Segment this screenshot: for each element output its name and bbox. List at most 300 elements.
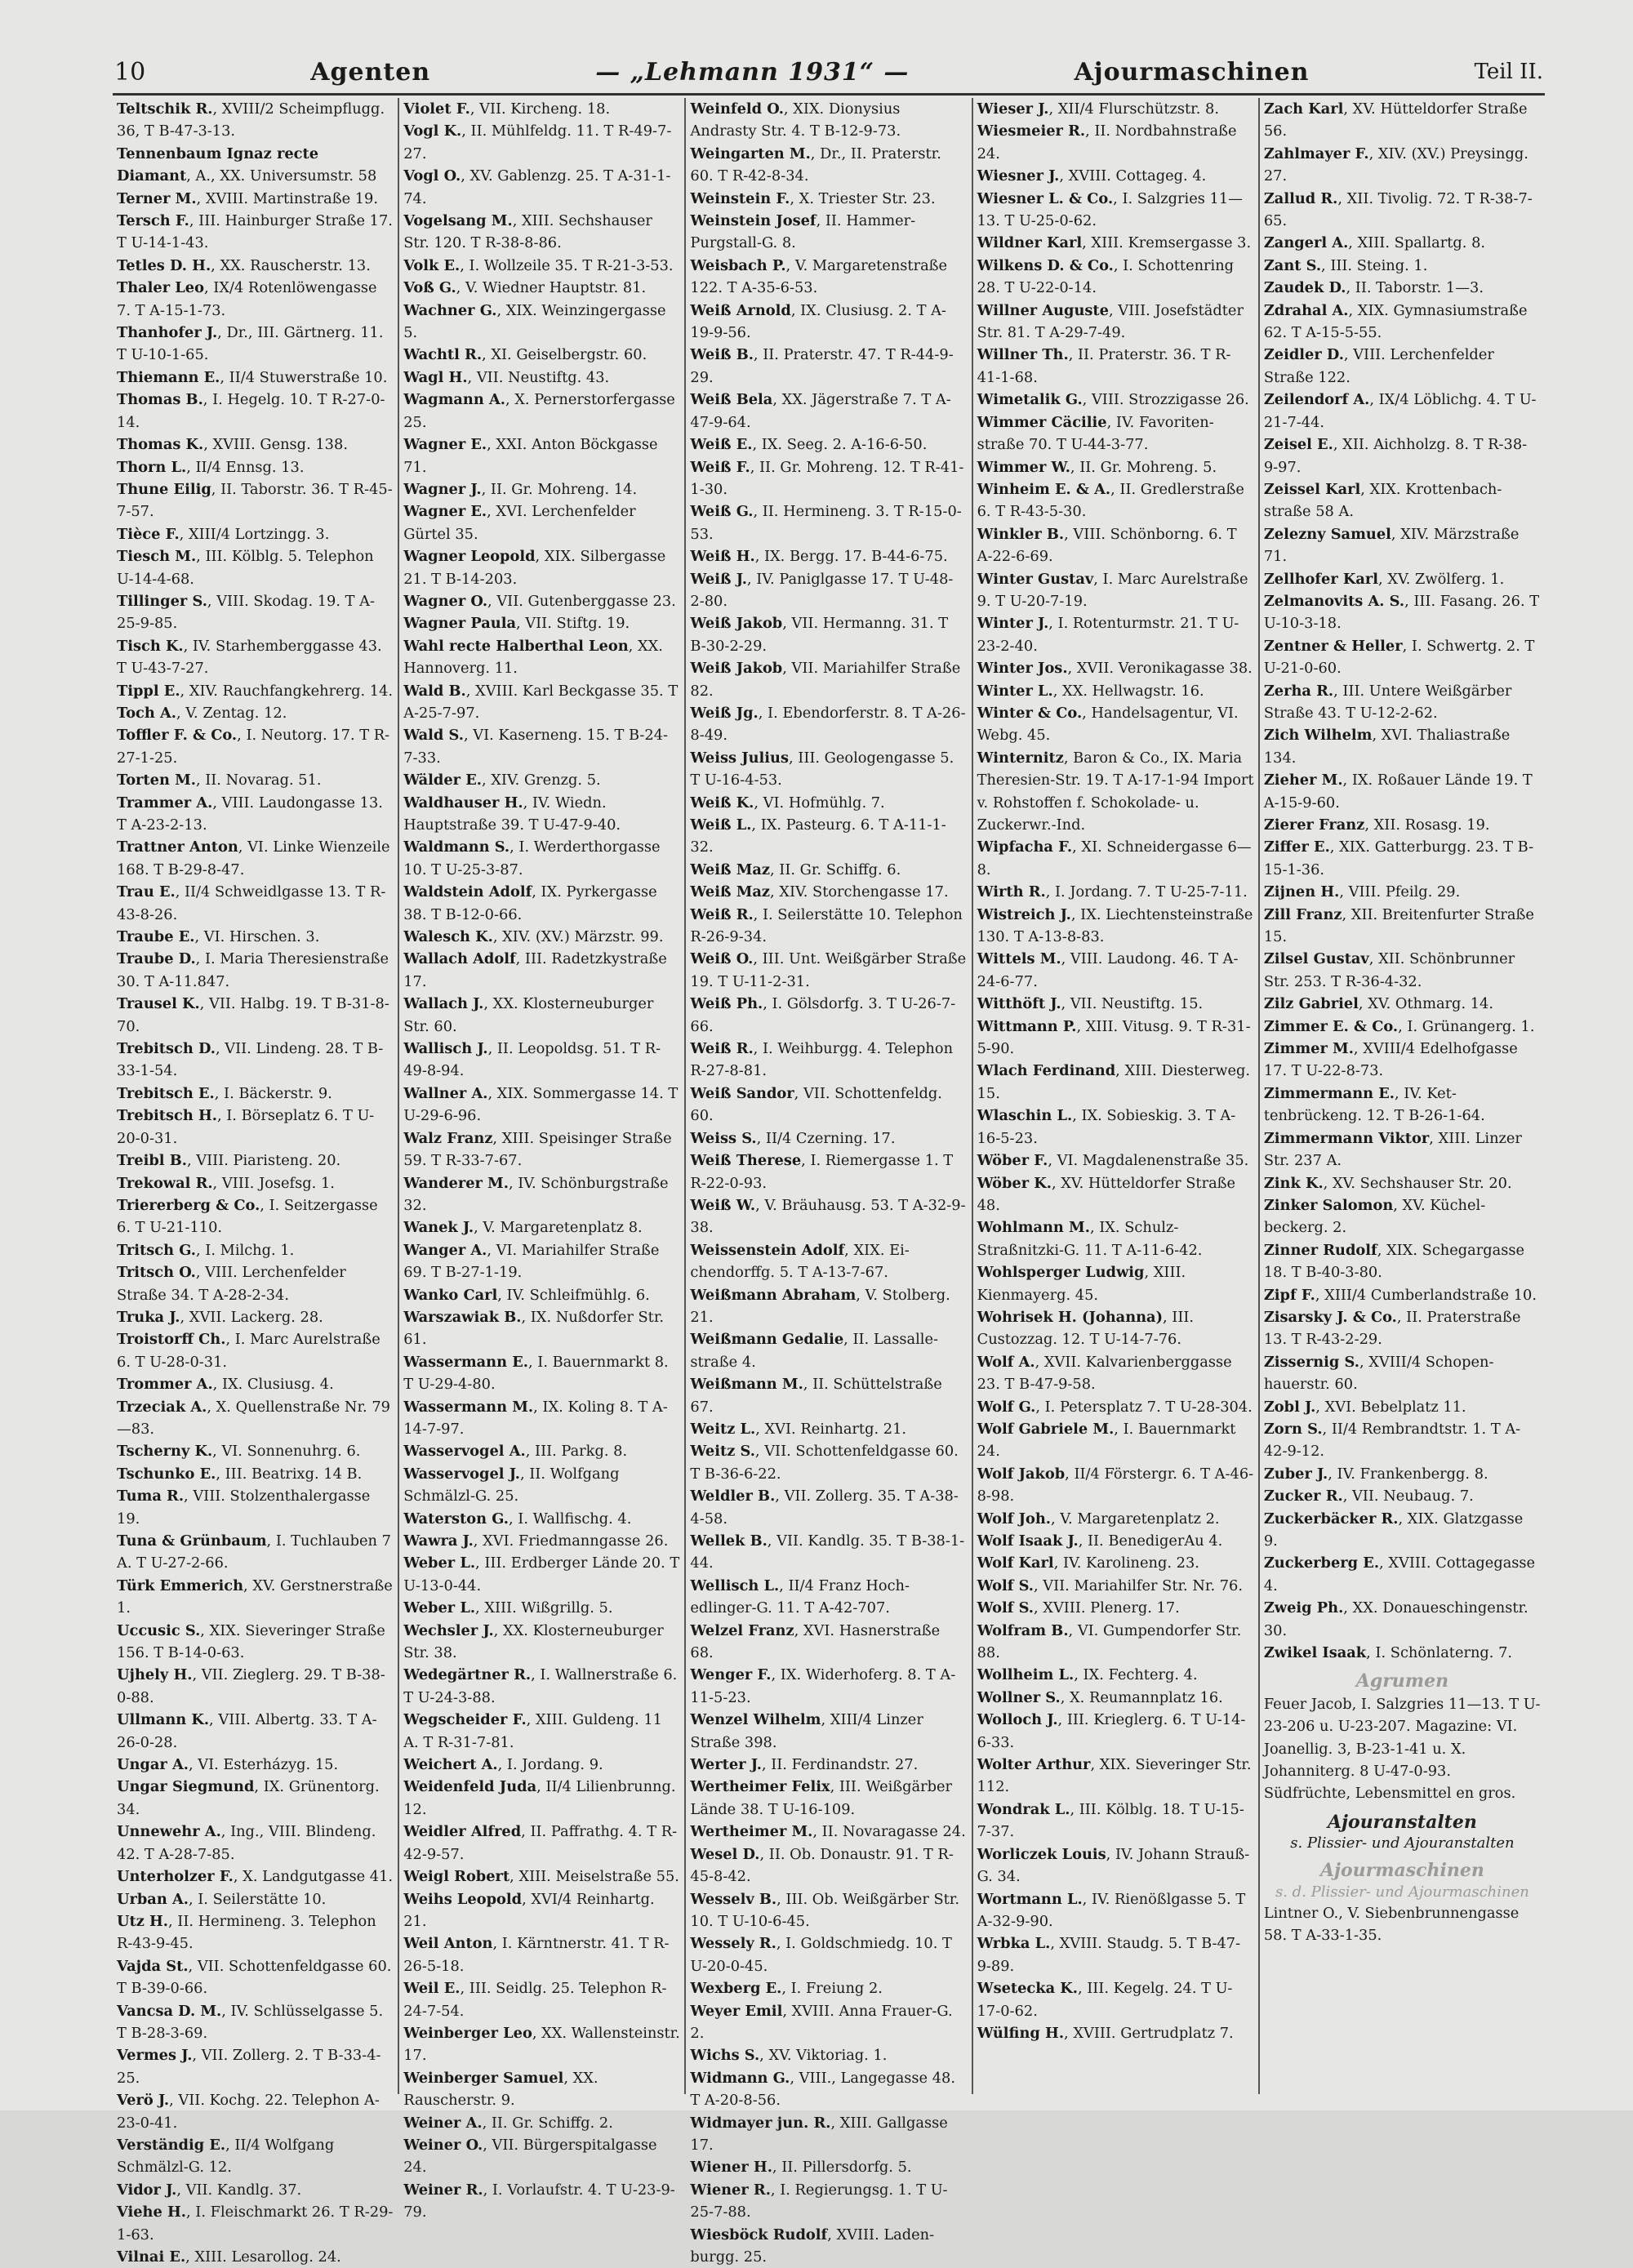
entry-name: Weinstein F. (690, 189, 790, 207)
entry-name: Wiesner J. (977, 167, 1060, 185)
entry-name: Weiss S. (690, 1129, 757, 1147)
directory-entry: Wiener H., II. Pillersdorfg. 5. (690, 2159, 912, 2177)
directory-entry: Weil Anton, I. Kärntnerstr. 41. T R-26-5-18. (403, 1935, 670, 1975)
directory-entry: Zilz Gabriel, XV. Othmarg. 14. (1263, 995, 1494, 1013)
entry-name: Wellek B. (690, 1532, 768, 1550)
entry-name: Unnewehr A. (117, 1823, 221, 1841)
directory-entry: Zelmanovits A. S., III. Fasang. 26. T U-10-3-18. (1263, 592, 1540, 633)
directory-entry: Welzel Franz, XVI. Hasnerstraße 68. (690, 1621, 941, 1662)
entry-name: Wolf Jakob (977, 1465, 1066, 1483)
directory-entry: Traube E., VI. Hirschen. 3. (117, 928, 320, 946)
directory-entry: Waldstein Adolf, IX. Pyrkergasse 38. T B-12-0-66. (403, 883, 657, 923)
column-5 (1260, 98, 1545, 2094)
directory-entry: Thaler Leo, IX/4 Rotenlöwengasse 7. T A-15-1-73. (117, 279, 377, 319)
directory-entry: Wawra J., XVI. Friedmanngasse 26. (403, 1532, 669, 1550)
directory-entry: Weiß Therese, I. Riemergasse 1. T R-22-0-93. (690, 1152, 954, 1192)
header-part: Teil II. (1474, 60, 1543, 84)
directory-entry: Wallach Adolf, III. Radetzkystraße 17. (403, 950, 667, 990)
entry-name: Zuckerbäcker R. (1263, 1510, 1399, 1528)
entry-name: Tritsch O. (117, 1264, 196, 1282)
entry-name: Wechsler J. (403, 1621, 494, 1639)
entry-name: Weiß B. (690, 346, 754, 364)
entry-name: Wallach J. (403, 995, 484, 1013)
entry-name: Wondrak L. (977, 1800, 1070, 1818)
directory-entry: Wagner O., VII. Gutenberggasse 23. (403, 592, 676, 610)
entry-name: Wolf S. (977, 1599, 1034, 1617)
entry-name: Zelmanovits A. S. (1263, 592, 1405, 610)
entry-name: Ullmann K. (117, 1711, 210, 1729)
header-left-title: Agenten (310, 57, 431, 87)
directory-entry: Weiss Julius, III. Geologengasse 5. T U-16-4-53. (690, 749, 954, 789)
directory-entry: Weinstein F., X. Triester Str. 23. (690, 189, 936, 207)
entry-name: Weiner O. (403, 2136, 483, 2154)
directory-entry: Wolf Joh., V. Margaretenplatz 2. (977, 1510, 1220, 1528)
entry-name: Wöber K. (977, 1174, 1052, 1192)
entry-name: Unterholzer F. (117, 1868, 234, 1886)
directory-entry: Violet F., VII. Kircheng. 18. (403, 100, 611, 118)
directory-entry: Witthöft J., VII. Neustiftg. 15. (977, 995, 1204, 1013)
directory-entry: Trzeciak A., X. Quellenstraße Nr. 79—83. (117, 1398, 390, 1438)
directory-entry: Wiesner L. & Co., I. Salzgries 11—13. T U-25-0-62. (977, 189, 1243, 230)
directory-entry: Wassermann M., IX. Koling 8. T A-14-7-97. (403, 1398, 668, 1438)
directory-entry: Wertheimer Felix, III. Weißgärber Lände 38. T U-16-109. (690, 1778, 953, 1818)
entry-name: Wimmer W. (977, 458, 1070, 476)
directory-entry: Zich Wilhelm, XVI. Thaliastraße 134. (1263, 727, 1511, 767)
entry-name: Zangerl A. (1263, 234, 1349, 252)
directory-entry: Wülfing H., XVIII. Gertrudplatz 7. (977, 2024, 1234, 2042)
entry-name: Toch A. (117, 704, 176, 722)
column-5-entries (1264, 98, 1541, 1664)
directory-entry: Weiß Bela, XX. Jägerstraße 7. T A-47-9-64. (690, 391, 951, 431)
directory-entry: Waldmann S., I. Werderthorgasse 10. T U-25-3-87. (403, 838, 661, 878)
entry-name: Wedegärtner R. (403, 1666, 532, 1684)
directory-entry: Triererberg & Co., I. Seitzergasse 6. T U-21-110. (117, 1196, 378, 1237)
entry-name: Wiesmeier R. (977, 122, 1086, 140)
directory-entry: Volk E., I. Wollzeile 35. T R-21-3-53. (403, 256, 674, 274)
entry-name: Weyer Emil (690, 2002, 783, 2020)
entry-name: Wohlsperger Ludwig (977, 1264, 1145, 1282)
entry-name: Türk Emmerich (117, 1576, 244, 1594)
entry-name: Weißmann M. (690, 1376, 803, 1394)
directory-entry: Zimmer M., XVIII/4 Edelhofgasse 17. T U-22-8-73. (1263, 1040, 1518, 1080)
entry-name: Vogl O. (403, 167, 461, 185)
entry-name: Thune Eilig (117, 480, 211, 498)
directory-entry: Zink K., XV. Sechshauser Str. 20. (1263, 1174, 1512, 1192)
entry-name: Vogl K. (403, 122, 462, 140)
entry-name: Wachner G. (403, 301, 497, 319)
directory-entry: Weiß Jg., I. Ebendorferstr. 8. T A-26-8-49. (690, 704, 966, 745)
entry-name: Weigl Robert (403, 1868, 510, 1886)
directory-entry: Weidler Alfred, II. Paffrathg. 4. T R-42-9-57. (403, 1823, 678, 1863)
entry-name: Ungar A. (117, 1756, 189, 1774)
entry-name: Weiß R. (690, 1040, 754, 1058)
directory-entry: Wichs S., XV. Viktoriag. 1. (690, 2047, 888, 2065)
directory-entry: Zangerl A., XIII. Spallartg. 8. (1263, 234, 1486, 252)
entry-name: Wahl recte Halberthal Leon (403, 637, 629, 655)
directory-entry: Wertheimer M., II. Novaragasse 24. (690, 1823, 966, 1841)
entry-name: Zipf F. (1263, 1286, 1315, 1304)
entry-name: Zeidler D. (1263, 346, 1344, 364)
directory-entry: Weissenstein Adolf, XIX. Eichendorffg. 5. T A-13-7-67. (690, 1241, 910, 1282)
directory-entry: Wiesmeier R., II. Nordbahnstraße 24. (977, 122, 1237, 162)
entry-name: Zijnen H. (1263, 883, 1340, 901)
directory-entry: Wistreich J., IX. Liechtensteinstraße 130. T A-13-8-83. (977, 905, 1253, 946)
entry-name: Verständig E. (117, 2136, 226, 2154)
directory-entry: Wohlsperger Ludwig, XIII. Kienmayerg. 45. (977, 1264, 1186, 1304)
directory-entry: Weiner O., VII. Bürgerspitalgasse 24. (403, 2136, 657, 2177)
entry-name: Torten M. (117, 772, 196, 789)
directory-entry: Thomas B., I. Hegelg. 10. T R-27-0-14. (117, 391, 385, 431)
entry-name: Zeissel Karl (1263, 480, 1361, 498)
entry-name: Wagmann A. (403, 391, 505, 409)
directory-entry: Thomas K., XVIII. Gensg. 138. (117, 436, 348, 454)
directory-entry: Wrbka L., XVIII. Staudg. 5. T B-47-9-89. (977, 1935, 1241, 1975)
entry-name: Tritsch G. (117, 1241, 196, 1259)
directory-entry: Wolfram B., VI. Gumpendorfer Str. 88. (977, 1621, 1242, 1662)
directory-entry: Weingarten M., Dr., II. Praterstr. 60. T R-42-8-34. (690, 145, 941, 185)
directory-entry: Zilsel Gustav, XII. Schönbrunner Str. 253. T R-36-4-32. (1263, 950, 1515, 990)
entry-name: Toffler F. & Co. (117, 727, 238, 745)
directory-entry: Wöber K., XV. Hütteldorfer Straße 48. (977, 1174, 1236, 1214)
entry-name: Wachtl R. (403, 346, 483, 364)
directory-entry: Weitz S., VII. Schottenfeldgasse 60. T B-36-6-22. (690, 1443, 959, 1483)
directory-entry: Thune Eilig, II. Taborstr. 36. T R-45-7-57. (117, 480, 393, 521)
directory-entry: Zeisel E., XII. Aichholzg. 8. T R-38-9-97. (1263, 436, 1528, 476)
entry-name: Wolf S. (977, 1576, 1034, 1594)
directory-entry: Uccusic S., XIX. Sieveringer Straße 156. T B-14-0-63. (117, 1621, 385, 1662)
entry-name: Weiß J. (690, 570, 747, 588)
entry-name: Zweig Ph. (1263, 1599, 1344, 1617)
header-right-title: Ajourmaschinen (1074, 57, 1310, 87)
entry-name: Zach Karl (1263, 100, 1344, 118)
entry-name: Wlach Ferdinand (977, 1062, 1116, 1080)
entry-name: Wegscheider F. (403, 1711, 527, 1729)
entry-name: Winheim E. & A. (977, 480, 1111, 498)
entry-name: Wittmann P. (977, 1017, 1077, 1035)
directory-entry: Wiener R., I. Regierungsg. 1. T U-25-7-88. (690, 2181, 948, 2221)
entry-name: Wirth R. (977, 883, 1046, 901)
entry-name: Zant S. (1263, 256, 1322, 274)
directory-entry: Wallisch J., II. Leopoldsg. 51. T R-49-8-94. (403, 1040, 661, 1080)
entry-name: Weiß Maz (690, 883, 770, 901)
entry-name: Teltschik R. (117, 100, 213, 118)
directory-entry: Wsetecka K., III. Kegelg. 24. T U-17-0-62. (977, 1980, 1233, 2020)
entry-name: Winkler B. (977, 525, 1065, 543)
entry-name: Wilkens D. & Co. (977, 256, 1114, 274)
directory-entry: Trebitsch E., I. Bäckerstr. 9. (117, 1084, 332, 1102)
entry-name: Weiß Jakob (690, 660, 783, 678)
directory-entry: Weißmann Gedalie, II. Lassallestraße 4. (690, 1331, 939, 1371)
directory-entry: Weiß Maz, II. Gr. Schiffg. 6. (690, 861, 901, 878)
entry-name: Zilz Gabriel (1263, 995, 1359, 1013)
entry-name: Traube D. (117, 950, 196, 968)
entry-name: Tièce F. (117, 525, 180, 543)
entry-name: Wollner S. (977, 1688, 1061, 1706)
entry-name: Thorn L. (117, 458, 187, 476)
directory-entry: Zorn S., II/4 Rembrandtstr. 1. T A-42-9-12. (1263, 1420, 1521, 1461)
directory-entry: Weißmann M., II. Schüttelstraße 67. (690, 1376, 942, 1416)
directory-entry: Zieher M., IX. Roßauer Lände 19. T A-15-9-60. (1263, 772, 1533, 812)
directory-entry: Winheim E. & A., II. Gredlerstraße 6. T R-43-5-30. (977, 480, 1244, 521)
directory-entry: Trausel K., VII. Halbg. 19. T B-31-8-70. (117, 995, 389, 1035)
entry-name: Zierer Franz (1263, 816, 1365, 834)
entry-name: Wolloch J. (977, 1711, 1058, 1729)
ajourmaschinen-entry: Lintner O., V. Siebenbrunnengasse 58. T A-33-1-35. (1263, 1904, 1520, 1945)
entry-name: Wälder E. (403, 772, 482, 789)
directory-entry: Wagner Paula, VII. Stiftg. 19. (403, 615, 630, 633)
entry-name: Walz Franz (403, 1129, 493, 1147)
entry-name: Wolf A. (977, 1353, 1035, 1371)
entry-name: Weißmann Gedalie (690, 1331, 844, 1349)
entry-name: Wortmann L. (977, 1890, 1083, 1908)
directory-entry: Winternitz, Baron & Co., IX. Maria Theresien-Str. 19. T A-17-1-94 Import v. Rohstoffen f. Schokolade- u. Zuckerwr.-Ind. (977, 749, 1254, 834)
entry-name: Volk E. (403, 256, 461, 274)
entry-name: Vilnai E. (117, 2248, 186, 2266)
entry-name: Weinstein Josef (690, 212, 816, 230)
directory-entry: Wohrisek H. (Johanna), III. Custozzag. 12. T U-14-7-76. (977, 1308, 1195, 1349)
entry-name: Wanek J. (403, 1219, 474, 1237)
directory-entry: Weiß H., IX. Bergg. 17. B-44-6-75. (690, 548, 948, 566)
entry-name: Vermes J. (117, 2047, 193, 2065)
directory-entry: Walesch K., XIV. (XV.) Märzstr. 99. (403, 928, 664, 946)
directory-entry: Tetles D. H., XX. Rauscherstr. 13. (117, 256, 371, 274)
entry-name: Wagner O. (403, 592, 488, 610)
directory-entry: Trekowal R., VIII. Josefsg. 1. (117, 1174, 335, 1192)
directory-entry: Thiemann E., II/4 Stuwerstraße 10. (117, 368, 388, 386)
entry-name: Terner M. (117, 189, 197, 207)
directory-entry: Wagner Leopold, XIX. Silbergasse 21. T B-14-203. (403, 548, 666, 588)
entry-name: Worliczek Louis (977, 1845, 1106, 1863)
directory-entry: Zobl J., XVI. Bebelplatz 11. (1263, 1398, 1466, 1416)
entry-name: Zimmermann Viktor (1263, 1129, 1430, 1147)
directory-entry: Wollner S., X. Reumannplatz 16. (977, 1688, 1223, 1706)
directory-entry: Wälder E., XIV. Grenzg. 5. (403, 772, 601, 789)
entry-name: Wieser J. (977, 100, 1049, 118)
directory-entry: Wolf Isaak J., II. BenedigerAu 4. (977, 1532, 1223, 1550)
directory-entry: Tscherny K., VI. Sonnenuhrg. 6. (117, 1443, 361, 1461)
directory-entry: Weidenfeld Juda, II/4 Lilienbrunng. 12. (403, 1778, 676, 1818)
directory-entry: Widmayer jun. R., XIII. Gallgasse 17. (690, 2114, 948, 2154)
directory-entry: Zdrahal A., XIX. Gymnasiumstraße 62. T A-15-5-55. (1263, 301, 1528, 342)
directory-entry: Türk Emmerich, XV. Gerstnerstraße 1. (117, 1576, 393, 1617)
entry-name: Wassermann E. (403, 1353, 528, 1371)
entry-name: Wrbka L. (977, 1935, 1051, 1953)
entry-name: Zelezny Samuel (1263, 525, 1391, 543)
entry-name: Widmayer jun. R. (690, 2114, 831, 2132)
entry-name: Wallach Adolf (403, 950, 516, 968)
directory-entry: Weisbach P., V. Margaretenstraße 122. T A-35-6-53. (690, 256, 948, 297)
entry-name: Tetles D. H. (117, 256, 211, 274)
directory-entry: Ungar Siegmund, IX. Grünentorg. 34. (117, 1778, 380, 1818)
directory-entry: Wagmann A., X. Pernerstorfergasse 25. (403, 391, 675, 431)
directory-entry: Torten M., II. Novarag. 51. (117, 772, 322, 789)
entry-name: Weiß K. (690, 794, 754, 812)
directory-entry: Widmann G., VIII., Langegasse 48. T A-20-8-56. (690, 2069, 956, 2110)
entry-name: Wanko Carl (403, 1286, 498, 1304)
entry-name: Witthöft J. (977, 995, 1061, 1013)
entry-name: Zimmer E. & Co. (1263, 1017, 1399, 1035)
entry-name: Wohrisek H. (Johanna) (977, 1308, 1163, 1326)
entry-name: Weiß Maz (690, 861, 770, 878)
entry-name: Willner Auguste (977, 301, 1109, 319)
column-1 (113, 98, 399, 2266)
entry-name: Treibl B. (117, 1152, 187, 1170)
directory-entry: Tièce F., XIII/4 Lortzingg. 3. (117, 525, 330, 543)
directory-entry: Tschunko E., III. Beatrixg. 14 B. (117, 1465, 363, 1483)
entry-name: Wimmer Cäcilie (977, 413, 1107, 431)
entry-name: Weiner R. (403, 2181, 483, 2199)
directory-entry: Worliczek Louis, IV. Johann Strauß-G. 34. (977, 1845, 1250, 1886)
entry-name: Weißmann Abraham (690, 1286, 857, 1304)
entry-name: Zallud R. (1263, 189, 1338, 207)
entry-name: Vajda St. (117, 1957, 189, 1975)
directory-entry: Zerha R., III. Untere Weißgärber Straße 43. T U-12-2-62. (1263, 682, 1512, 722)
entry-name: Wichs S. (690, 2047, 760, 2065)
agrumen-entry: Feuer Jacob, I. Salzgries 11—13. T U-23-206 u. U-23-207. Magazine: VI. Joanellig. 3, B-23-1-41 u. X. Johanniterg. 8 U-47-0-93. Südfrüchte, Lebensmittel en gros. (1263, 1695, 1541, 1803)
directory-entry: Zellhofer Karl, XV. Zwölferg. 1. (1263, 570, 1505, 588)
entry-name: Thomas K. (117, 436, 204, 454)
entry-name: Tiesch M. (117, 548, 197, 566)
entry-name: Tennenbaum Ignaz recte Diamant (117, 145, 319, 185)
ajourmaschinen-note: s. d. Plissier- und Ajourmaschinen (1275, 1883, 1529, 1901)
directory-entry: Tennenbaum Ignaz recte Diamant, A., XX. Universumstr. 58 (117, 145, 377, 185)
entry-name: Wenger F. (690, 1666, 772, 1684)
entry-name: Ungar Siegmund (117, 1778, 255, 1796)
directory-entry: Wlach Ferdinand, XIII. Diesterweg. 15. (977, 1062, 1251, 1102)
directory-entry: Weber L., XIII. Wißgrillg. 5. (403, 1599, 613, 1617)
entry-name: Wallisch J. (403, 1040, 488, 1058)
directory-entry: Weber L., III. Erdberger Lände 20. T U-13-0-44. (403, 1554, 680, 1594)
directory-entry: Winkler B., VIII. Schönborng. 6. T A-22-6-69. (977, 525, 1237, 566)
directory-entry: Wanger A., VI. Mariahilfer Straße 69. T B-27-1-19. (403, 1241, 660, 1282)
entry-name: Wagner Leopold (403, 548, 536, 566)
directory-entry: Weihs Leopold, XVI/4 Reinhartg. 21. (403, 1890, 655, 1930)
directory-entry: Viehe H., I. Fleischmarkt 26. T R-29-1-63. (117, 2204, 394, 2244)
entry-name: Trebitsch D. (117, 1040, 216, 1058)
entry-name: Zorn S. (1263, 1420, 1323, 1438)
directory-entry: Weinberger Samuel, XX. Rauscherstr. 9. (403, 2069, 598, 2110)
directory-entry: Zisarsky J. & Co., II. Praterstraße 13. T R-43-2-29. (1263, 1308, 1521, 1349)
directory-entry: Weiner R., I. Vorlaufstr. 4. T U-23-9-79. (403, 2181, 675, 2221)
directory-entry: Zipf F., XIII/4 Cumberlandstraße 10. (1263, 1286, 1537, 1304)
directory-entry: Tuna & Grünbaum, I. Tuchlauben 7 A. T U-27-2-66. (117, 1532, 391, 1572)
entry-name: Willner Th. (977, 346, 1069, 364)
directory-entry: Weiß G., II. Hermineng. 3. T R-15-0-53. (690, 503, 962, 543)
directory-entry: Zach Karl, XV. Hütteldorfer Straße 56. (1263, 100, 1528, 140)
directory-entry: Wanderer M., IV. Schönburgstraße 32. (403, 1174, 669, 1214)
directory-entry: Weiß Arnold, IX. Clusiusg. 2. T A-19-9-56. (690, 301, 946, 342)
entry-name: Trattner Anton (117, 838, 238, 856)
directory-entry: Wolter Arthur, XIX. Sieveringer Str. 112. (977, 1756, 1252, 1796)
entry-name: Zinner Rudolf (1263, 1241, 1377, 1259)
header-center-title: — „Lehmann 1931“ — (595, 57, 910, 87)
directory-entry: Zweig Ph., XX. Donaueschingenstr. 30. (1263, 1599, 1528, 1639)
directory-entry: Weiß Jakob, VII. Mariahilfer Straße 82. (690, 660, 961, 700)
directory-entry: Verö J., VII. Kochg. 22. Telephon A-23-0-41. (117, 2092, 380, 2132)
directory-entry: Warszawiak B., IX. Nußdorfer Str. 61. (403, 1308, 665, 1349)
entry-name: Wenzel Wilhelm (690, 1711, 821, 1729)
directory-entry: Wechsler J., XX. Klosterneuburger Str. 38. (403, 1621, 664, 1662)
directory-entry: Zierer Franz, XII. Rosasg. 19. (1263, 816, 1490, 834)
entry-name: Wsetecka K. (977, 1980, 1078, 1998)
directory-entry: Verständig E., II/4 Wolfgang Schmälzl-G. 12. (117, 2136, 335, 2177)
entry-name: Weiß W. (690, 1196, 756, 1214)
entry-name: Zaudek D. (1263, 279, 1346, 297)
directory-entry: Truka J., XVII. Lackerg. 28. (117, 1308, 323, 1326)
entry-name: Winter Gustav (977, 570, 1094, 588)
directory-entry: Wellisch L., II/4 Franz Hochedlinger-G. 11. T A-42-707. (690, 1576, 910, 1617)
directory-entry: Voß G., V. Wiedner Hauptstr. 81. (403, 279, 647, 297)
entry-name: Wesselv B. (690, 1890, 777, 1908)
entry-name: Wolf Isaak J. (977, 1532, 1079, 1550)
entry-name: Wagl H. (403, 368, 468, 386)
directory-entry: Zeissel Karl, XIX. Krottenbachstraße 58 A. (1263, 480, 1502, 521)
directory-entry: Wolf A., XVII. Kalvarienberggasse 23. T B-47-9-58. (977, 1353, 1232, 1394)
entry-name: Weisbach P. (690, 256, 786, 274)
directory-entry: Vogl K., II. Mühlfeldg. 11. T R-49-7-27. (403, 122, 672, 162)
directory-entry: Wolf G., I. Petersplatz 7. T U-28-304. (977, 1398, 1253, 1416)
entry-name: Wald B. (403, 682, 466, 700)
directory-entry: Wasservogel J., II. Wolfgang Schmälzl-G. 25. (403, 1465, 620, 1505)
directory-entry: Zinner Rudolf, XIX. Schegargasse 18. T B-40-3-80. (1263, 1241, 1524, 1282)
entry-name: Wanger A. (403, 1241, 487, 1259)
directory-entry: Weiß E., IX. Seeg. 2. A-16-6-50. (690, 436, 928, 454)
entry-name: Wlaschin L. (977, 1107, 1073, 1125)
directory-entry: Zallud R., XII. Tivolig. 72. T R-38-7-65. (1263, 189, 1533, 230)
entry-name: Wolf Karl (977, 1554, 1054, 1572)
directory-entry: Wiesner J., XVIII. Cottageg. 4. (977, 167, 1207, 185)
entry-name: Trommer A. (117, 1376, 213, 1394)
page-number: 10 (114, 57, 146, 87)
entry-name: Triererberg & Co. (117, 1196, 260, 1214)
entry-name: Weiß Arnold (690, 301, 791, 319)
directory-entry: Wagl H., VII. Neustiftg. 43. (403, 368, 610, 386)
entry-name: Zill Franz (1263, 905, 1342, 923)
directory-entry: Weiß R., I. Seilerstätte 10. Telephon R-26-9-34. (690, 905, 963, 946)
entry-name: Wolter Arthur (977, 1756, 1091, 1774)
entry-name: Widmann G. (690, 2069, 790, 2087)
directory-entry: Vermes J., VII. Zollerg. 2. T B-33-4-25. (117, 2047, 381, 2087)
entry-name: Trausel K. (117, 995, 200, 1013)
directory-entry: Weiß B., II. Praterstr. 47. T R-44-9-29. (690, 346, 954, 386)
directory-entry: Zill Franz, XII. Breitenfurter Straße 15. (1263, 905, 1534, 946)
entry-name: Trzeciak A. (117, 1398, 207, 1416)
entry-name: Violet F. (403, 100, 470, 118)
directory-entry: Zimmer E. & Co., I. Grünangerg. 1. (1263, 1017, 1535, 1035)
directory-entry: Weiß R., I. Weihburgg. 4. Telephon R-27-8-81. (690, 1040, 954, 1080)
entry-name: Zimmermann E. (1263, 1084, 1395, 1102)
directory-entry: Weiß W., V. Bräuhausg. 53. T A-32-9-38. (690, 1196, 966, 1237)
entry-name: Weinberger Leo (403, 2024, 532, 2042)
directory-entry: Wagner E., XVI. Lerchenfelder Gürtel 35. (403, 503, 636, 543)
directory-entry: Wahl recte Halberthal Leon, XX. Hannoverg. 11. (403, 637, 663, 678)
column-2 (399, 98, 686, 2221)
entry-name: Wasservogel J. (403, 1465, 520, 1483)
entry-name: Zerha R. (1263, 682, 1334, 700)
directory-entry: Wenger F., IX. Widerhoferg. 8. T A-11-5-23. (690, 1666, 956, 1706)
entry-name: Tillinger S. (117, 592, 207, 610)
entry-name: Zentner & Heller (1263, 637, 1403, 655)
entry-name: Wagner J. (403, 480, 482, 498)
directory-entry: Tippl E., XIV. Rauchfangkehrerg. 14. (117, 682, 394, 700)
entry-name: Trekowal R. (117, 1174, 213, 1192)
directory-entry: Wenzel Wilhelm, XIII/4 Linzer Straße 398. (690, 1711, 923, 1751)
entry-name: Tersch F. (117, 212, 189, 230)
entry-name: Wertheimer M. (690, 1823, 813, 1841)
entry-name: Ujhely H. (117, 1666, 193, 1684)
entry-name: Zuber J. (1263, 1465, 1328, 1483)
directory-entry: Wimetalik G., VIII. Strozzigasse 26. (977, 391, 1249, 409)
